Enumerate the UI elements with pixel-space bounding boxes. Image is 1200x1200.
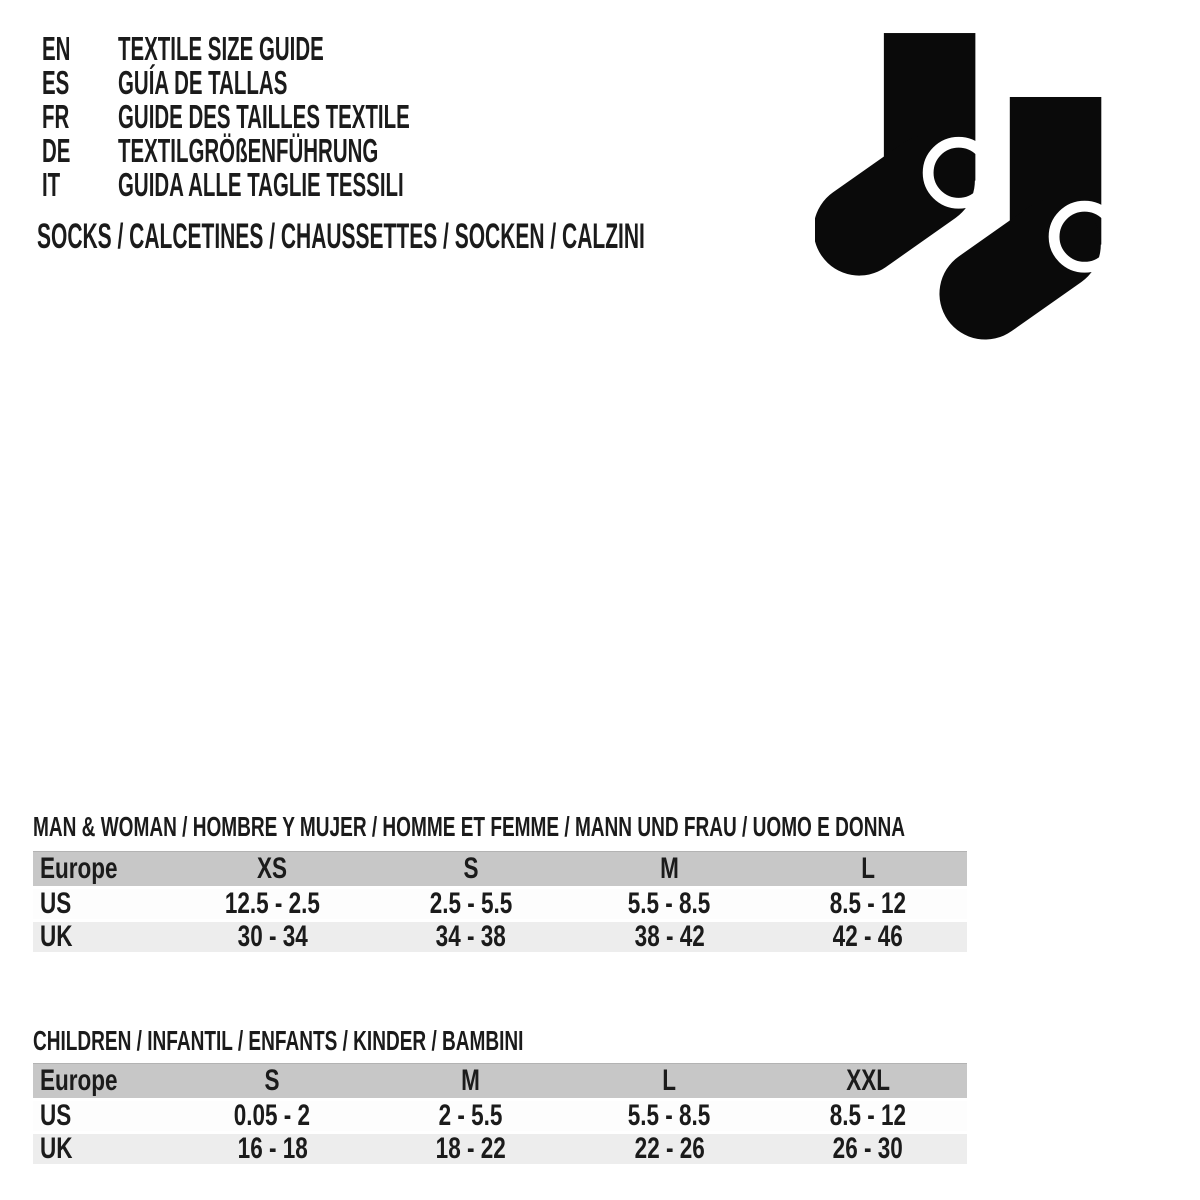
language-code: ES <box>42 64 70 101</box>
size-cell: 42 - 46 <box>832 920 903 953</box>
language-code: DE <box>42 132 71 169</box>
column-header-size: XS <box>257 852 288 885</box>
column-header-region: Europe <box>40 1064 118 1097</box>
language-row-it <box>42 168 589 202</box>
language-label: TEXTILE SIZE GUIDE <box>118 30 324 67</box>
children-table-title: CHILDREN / INFANTIL / ENFANTS / KINDER / BAMBINI <box>33 1025 524 1056</box>
column-header-size: XXL <box>845 1064 890 1097</box>
language-label: GUIDA ALLE TAGLIE TESSILI <box>118 166 404 203</box>
children-size-table <box>33 1063 967 1164</box>
size-cell: 22 - 26 <box>634 1132 705 1165</box>
table-row-us <box>33 889 967 919</box>
size-cell: 2.5 - 5.5 <box>429 887 513 920</box>
adult-table-title: MAN & WOMAN / HOMBRE Y MUJER / HOMME ET FEMME / MANN UND FRAU / UOMO E DONNA <box>33 811 905 842</box>
language-label: GUIDE DES TAILLES TEXTILE <box>118 98 410 135</box>
size-cell: 38 - 42 <box>634 920 705 953</box>
language-code: IT <box>42 166 61 203</box>
table-header-row <box>33 1063 967 1098</box>
table-row-us <box>33 1101 967 1131</box>
size-cell: 2 - 5.5 <box>438 1099 503 1132</box>
adult-size-table <box>33 851 967 952</box>
language-code: FR <box>42 98 70 135</box>
size-cell: 0.05 - 2 <box>234 1099 311 1132</box>
size-cell: 34 - 38 <box>435 920 506 953</box>
column-header-size: S <box>264 1064 280 1097</box>
table-row-uk <box>33 1134 967 1164</box>
sock-left <box>859 33 989 230</box>
language-list <box>42 32 589 202</box>
row-label: UK <box>40 920 73 953</box>
language-code: EN <box>42 30 71 67</box>
column-header-size: S <box>463 852 479 885</box>
size-cell: 5.5 - 8.5 <box>627 887 711 920</box>
language-label: GUÍA DE TALLAS <box>118 64 288 101</box>
column-header-size: M <box>461 1064 481 1097</box>
row-label: US <box>40 1099 72 1132</box>
size-cell: 12.5 - 2.5 <box>224 887 320 920</box>
language-row-fr <box>42 100 589 134</box>
table-row-uk <box>33 922 967 952</box>
size-cell: 26 - 30 <box>832 1132 903 1165</box>
language-row-es <box>42 66 589 100</box>
column-header-region: Europe <box>40 852 118 885</box>
column-header-size: L <box>662 1064 677 1097</box>
table-header-row <box>33 851 967 886</box>
sock-right <box>985 97 1115 294</box>
language-row-de <box>42 134 589 168</box>
size-cell: 16 - 18 <box>237 1132 308 1165</box>
size-cell: 8.5 - 12 <box>829 1099 906 1132</box>
size-cell: 5.5 - 8.5 <box>627 1099 711 1132</box>
category-title: SOCKS / CALCETINES / CHAUSSETTES / SOCKEN / CALZINI <box>37 217 645 256</box>
size-cell: 8.5 - 12 <box>829 887 906 920</box>
column-header-size: M <box>659 852 679 885</box>
socks-icon <box>815 33 1120 343</box>
language-row-en <box>42 32 589 66</box>
size-cell: 18 - 22 <box>435 1132 506 1165</box>
size-cell: 30 - 34 <box>237 920 308 953</box>
language-label: TEXTILGRÖßENFÜHRUNG <box>118 132 379 169</box>
column-header-size: L <box>860 852 875 885</box>
row-label: UK <box>40 1132 73 1165</box>
row-label: US <box>40 887 72 920</box>
